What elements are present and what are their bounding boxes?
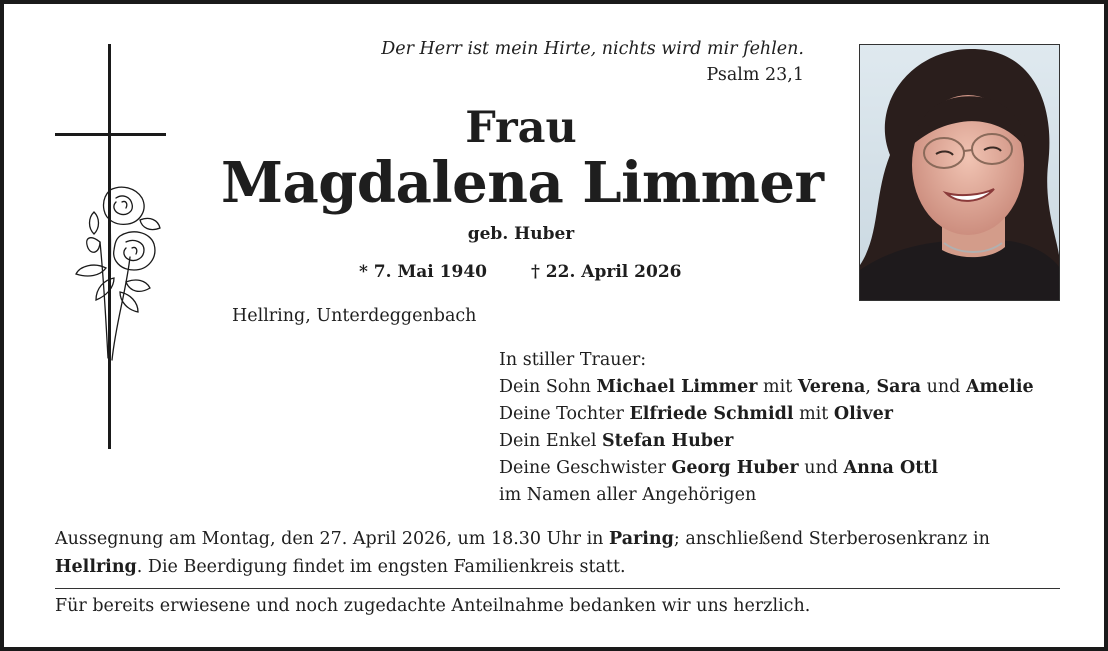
mourner-name: Amelie	[965, 377, 1034, 397]
service-text: ; anschließend Sterberosenkranz in	[673, 529, 990, 549]
separator: ,	[865, 377, 871, 397]
mourner-son	[499, 374, 1034, 401]
service-text: Aussegnung am Montag, den 27. April 2026, um 18.30 Uhr in	[55, 529, 609, 549]
psalm-quote: Der Herr ist mein Hirte, nichts wird mir fehlen.	[381, 39, 804, 59]
connector: und	[804, 458, 838, 478]
psalm-reference: Psalm 23,1	[706, 65, 804, 85]
maiden-name: geb. Huber	[467, 224, 575, 244]
service-text: . Die Beerdigung findet im engsten Familienkreis statt.	[136, 557, 626, 577]
service-info	[55, 525, 1065, 581]
mourner-name: Verena	[797, 377, 866, 397]
portrait-photo	[859, 44, 1060, 301]
service-place: Paring	[609, 529, 674, 549]
mourner-name: Anna Ottl	[843, 458, 939, 478]
residence: Hellring, Unterdeggenbach	[232, 306, 477, 326]
divider	[55, 588, 1060, 589]
mourner-name: Georg Huber	[671, 458, 799, 478]
thanks-note: Für bereits erwiesene und noch zugedachte Anteilnahme bedanken wir uns herzlich.	[55, 596, 811, 616]
mourner-grandchild	[499, 428, 1034, 455]
death-date: † 22. April 2026	[531, 262, 682, 282]
mourners-list	[499, 347, 1034, 509]
mourner-name: Michael Limmer	[596, 377, 758, 397]
connector: mit	[763, 377, 793, 397]
deceased-title: Frau	[465, 103, 577, 153]
cross-horizontal-bar	[55, 133, 166, 136]
mourner-daughter	[499, 401, 1034, 428]
mourner-name: Sara	[876, 377, 922, 397]
birth-date: * 7. Mai 1940	[359, 262, 487, 282]
service-place: Hellring	[55, 557, 137, 577]
mourner-name: Elfriede Schmidl	[629, 404, 794, 424]
roses-icon	[70, 182, 164, 364]
relation-label: Deine Tochter	[499, 404, 624, 424]
mourners-closing: im Namen aller Angehörigen	[499, 485, 757, 505]
relation-label: Deine Geschwister	[499, 458, 666, 478]
connector: und	[926, 377, 961, 397]
relation-label: Dein Enkel	[499, 431, 597, 451]
connector: mit	[799, 404, 829, 424]
mourners-intro: In stiller Trauer:	[499, 350, 647, 370]
mourner-siblings	[499, 455, 1034, 482]
relation-label: Dein Sohn	[499, 377, 591, 397]
mourner-name: Stefan Huber	[602, 431, 734, 451]
deceased-name: Magdalena Limmer	[221, 150, 824, 216]
mourner-name: Oliver	[833, 404, 893, 424]
